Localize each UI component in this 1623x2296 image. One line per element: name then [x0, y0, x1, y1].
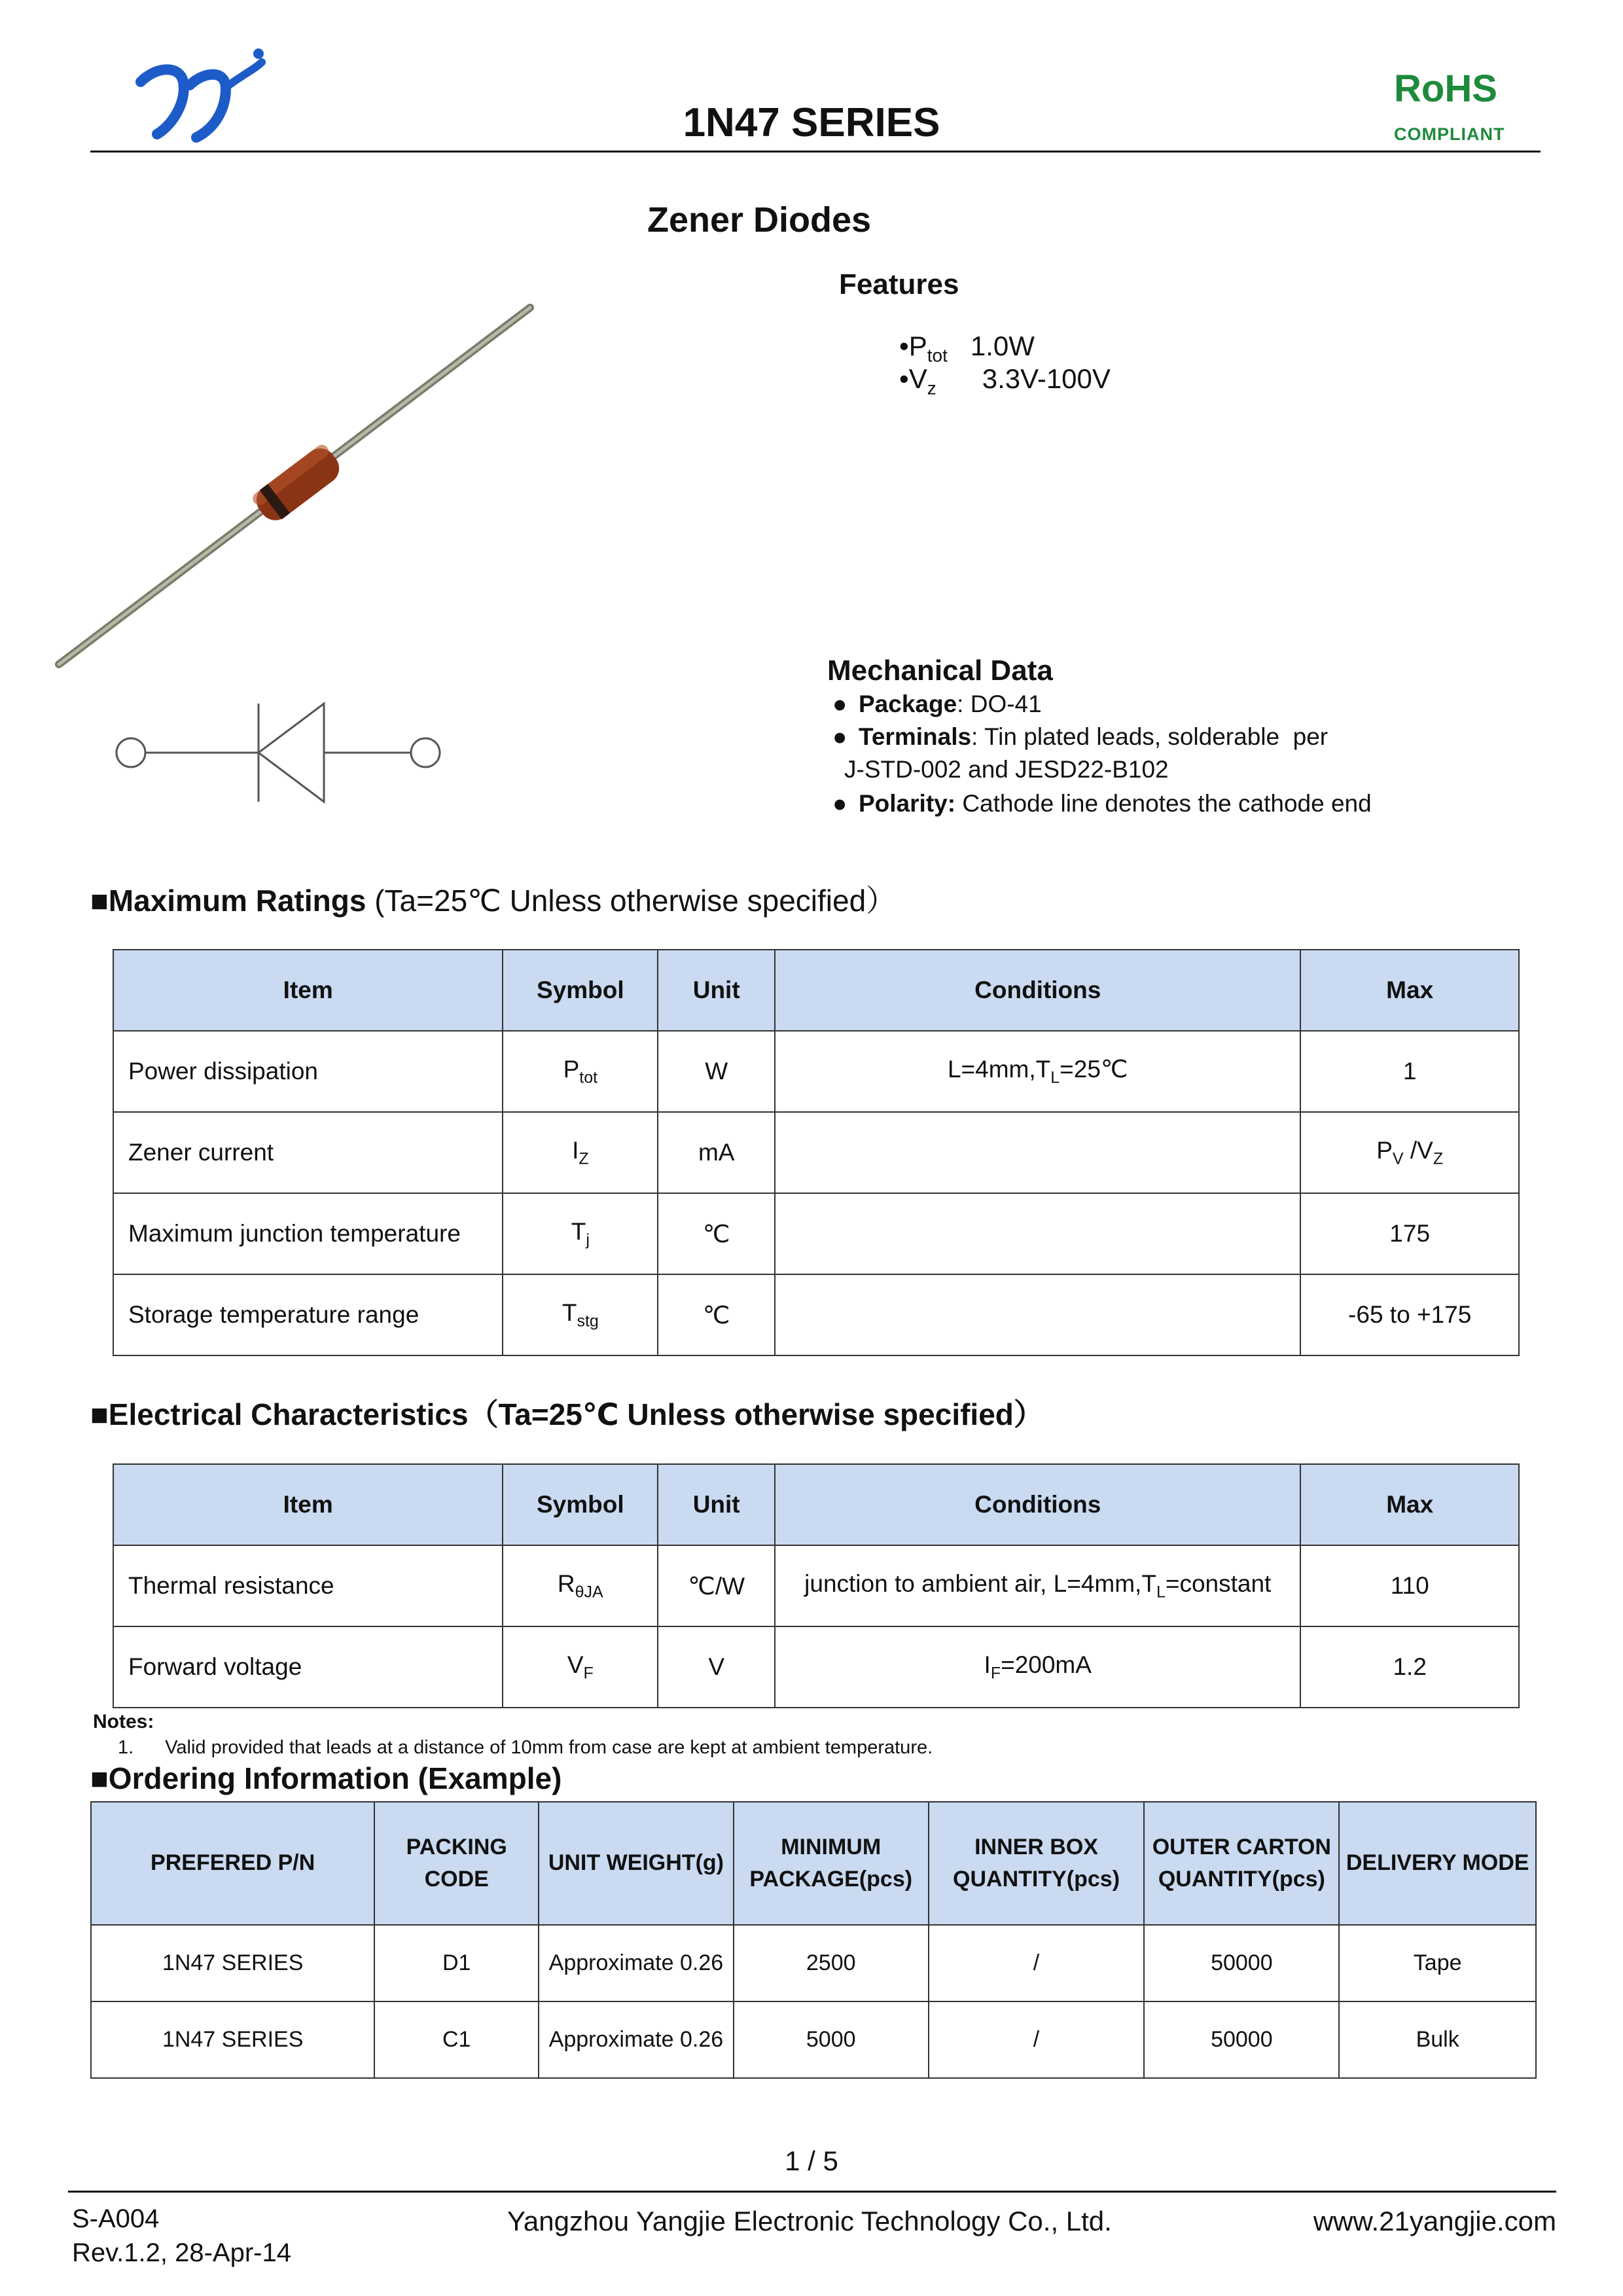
cell-symbol: $R_{\theta JA}$: [503, 1545, 658, 1626]
table-header-row: [91, 1802, 1536, 1925]
cell-item: Power dissipation: [113, 1031, 503, 1112]
notes-heading: Notes:: [93, 1711, 154, 1732]
header-divider: [90, 151, 1541, 152]
table-row: [113, 1031, 1519, 1112]
cell-max: 110: [1300, 1545, 1519, 1626]
cell-symbol: $V_F$: [503, 1626, 658, 1708]
header-unit-weight: UNIT WEIGHT(g): [539, 1802, 734, 1925]
table-header-row: [113, 1464, 1519, 1545]
cell-outer-carton: 50000: [1144, 2001, 1339, 2078]
note-item: 1. Valid provided that leads at a distance of 10mm from case are kept at ambient temperature.: [118, 1737, 933, 1758]
ordering-table: [90, 1801, 1537, 2079]
cell-symbol: $T_j$: [503, 1193, 658, 1274]
document-title: 1N47 SERIES: [683, 100, 940, 145]
cell-conditions: $L=4mm,T_L=25℃$: [775, 1031, 1300, 1112]
header-unit: Unit: [658, 1464, 775, 1545]
cell-item: Zener current: [113, 1112, 503, 1193]
cell-unit: mA: [658, 1112, 775, 1193]
cell-min-package: 5000: [734, 2001, 929, 2078]
cell-delivery-mode: Tape: [1339, 1925, 1536, 2001]
zener-diode-symbol-icon: [111, 687, 452, 805]
electrical-heading: ■Electrical Characteristics（Ta=25℃ Unless otherwise specified）: [90, 1397, 1044, 1431]
rohs-badge: RoHS: [1394, 67, 1497, 110]
ordering-heading: ■Ordering Information (Example): [90, 1761, 562, 1795]
header-inner-box: INNER BOX QUANTITY(pcs): [929, 1802, 1145, 1925]
mech-package: ● Package: DO-41: [832, 691, 1042, 717]
cell-delivery-mode: Bulk: [1339, 2001, 1536, 2078]
product-subtitle: Zener Diodes: [647, 200, 872, 240]
header-item: Item: [113, 1464, 503, 1545]
mechanical-data-heading: Mechanical Data: [827, 655, 1053, 687]
table-row: [113, 1112, 1519, 1193]
cell-max: $P_V$ $/V_Z$: [1300, 1112, 1519, 1193]
table-row: [91, 1925, 1536, 2001]
header-packing-code: PACKING CODE: [374, 1802, 539, 1925]
cell-conditions: $I_F=200mA$: [775, 1626, 1300, 1708]
header-delivery-mode: DELIVERY MODE: [1339, 1802, 1536, 1925]
cell-inner-box: /: [929, 1925, 1145, 2001]
cell-item: Forward voltage: [113, 1626, 503, 1708]
cell-unit-weight: Approximate 0.26: [539, 1925, 734, 2001]
table-row: [113, 1274, 1519, 1355]
header-max: Max: [1300, 1464, 1519, 1545]
cell-outer-carton: 50000: [1144, 1925, 1339, 2001]
document-code: S-A004: [72, 2204, 160, 2233]
cell-max: 1: [1300, 1031, 1519, 1112]
header-outer-carton: OUTER CARTON QUANTITY(pcs): [1144, 1802, 1339, 1925]
header-conditions: Conditions: [775, 1464, 1300, 1545]
cell-item: Thermal resistance: [113, 1545, 503, 1626]
max-ratings-heading: ■Maximum Ratings (Ta=25℃ Unless otherwise specified）: [90, 884, 897, 918]
mech-terminals: ● Terminals: Tin plated leads, solderable per: [832, 723, 1329, 750]
cell-max: 1.2: [1300, 1626, 1519, 1708]
cell-symbol: $I_Z$: [503, 1112, 658, 1193]
cell-conditions: [775, 1274, 1300, 1355]
cell-unit: ℃/W: [658, 1545, 775, 1626]
cell-conditions: junction to ambient air, $L=4mm,T_L=constant$: [775, 1545, 1300, 1626]
table-header-row: [113, 950, 1519, 1031]
footer-divider: [68, 2191, 1556, 2193]
electrical-table: [113, 1463, 1520, 1708]
table-row: [91, 2001, 1536, 2078]
header-unit: Unit: [658, 950, 775, 1031]
company-name: Yangzhou Yangjie Electronic Technology Co., Ltd.: [507, 2206, 1112, 2236]
cell-symbol: $P_{tot}$: [503, 1031, 658, 1112]
max-ratings-table: [113, 949, 1520, 1356]
header-item: Item: [113, 950, 503, 1031]
cell-packing-code: D1: [374, 1925, 539, 2001]
cell-min-package: 2500: [734, 1925, 929, 2001]
cell-conditions: [775, 1193, 1300, 1274]
cell-pn: 1N47 SERIES: [91, 1925, 374, 2001]
cell-inner-box: /: [929, 2001, 1145, 2078]
rohs-compliant-label: COMPLIANT: [1394, 124, 1505, 144]
revision-date: Rev.1.2, 28-Apr-14: [72, 2238, 291, 2267]
website-link[interactable]: www.21yangjie.com: [1313, 2206, 1556, 2236]
table-row: [113, 1545, 1519, 1626]
cell-unit-weight: Approximate 0.26: [539, 2001, 734, 2078]
cell-unit: W: [658, 1031, 775, 1112]
header-symbol: Symbol: [503, 950, 658, 1031]
mech-polarity: ● Polarity: Cathode line denotes the cathode end: [832, 790, 1372, 817]
cell-symbol: $T_{stg}$: [503, 1274, 658, 1355]
header-symbol: Symbol: [503, 1464, 658, 1545]
diode-photo: [52, 295, 550, 694]
features-heading: Features: [839, 268, 959, 300]
cell-packing-code: C1: [374, 2001, 539, 2078]
cell-conditions: [775, 1112, 1300, 1193]
header-min-package: MINIMUM PACKAGE(pcs): [734, 1802, 929, 1925]
cell-unit: V: [658, 1626, 775, 1708]
cell-unit: ℃: [658, 1274, 775, 1355]
header-conditions: Conditions: [775, 950, 1300, 1031]
feature-vz: $•V_z$ 3.3V-100V: [899, 363, 1111, 399]
table-row: [113, 1626, 1519, 1708]
header-max: Max: [1300, 950, 1519, 1031]
table-row: [113, 1193, 1519, 1274]
cell-item: Storage temperature range: [113, 1274, 503, 1355]
cell-max: 175: [1300, 1193, 1519, 1274]
mech-terminals-cont: J-STD-002 and JESD22-B102: [844, 756, 1169, 783]
feature-ptot: $•P_{tot}$ 1.0W: [899, 331, 1035, 366]
cell-max: -65 to +175: [1300, 1274, 1519, 1355]
cell-item: Maximum junction temperature: [113, 1193, 503, 1274]
cell-pn: 1N47 SERIES: [91, 2001, 374, 2078]
cell-unit: ℃: [658, 1193, 775, 1274]
page-number: 1 / 5: [785, 2145, 838, 2176]
header-pn: PREFERED P/N: [91, 1802, 374, 1925]
